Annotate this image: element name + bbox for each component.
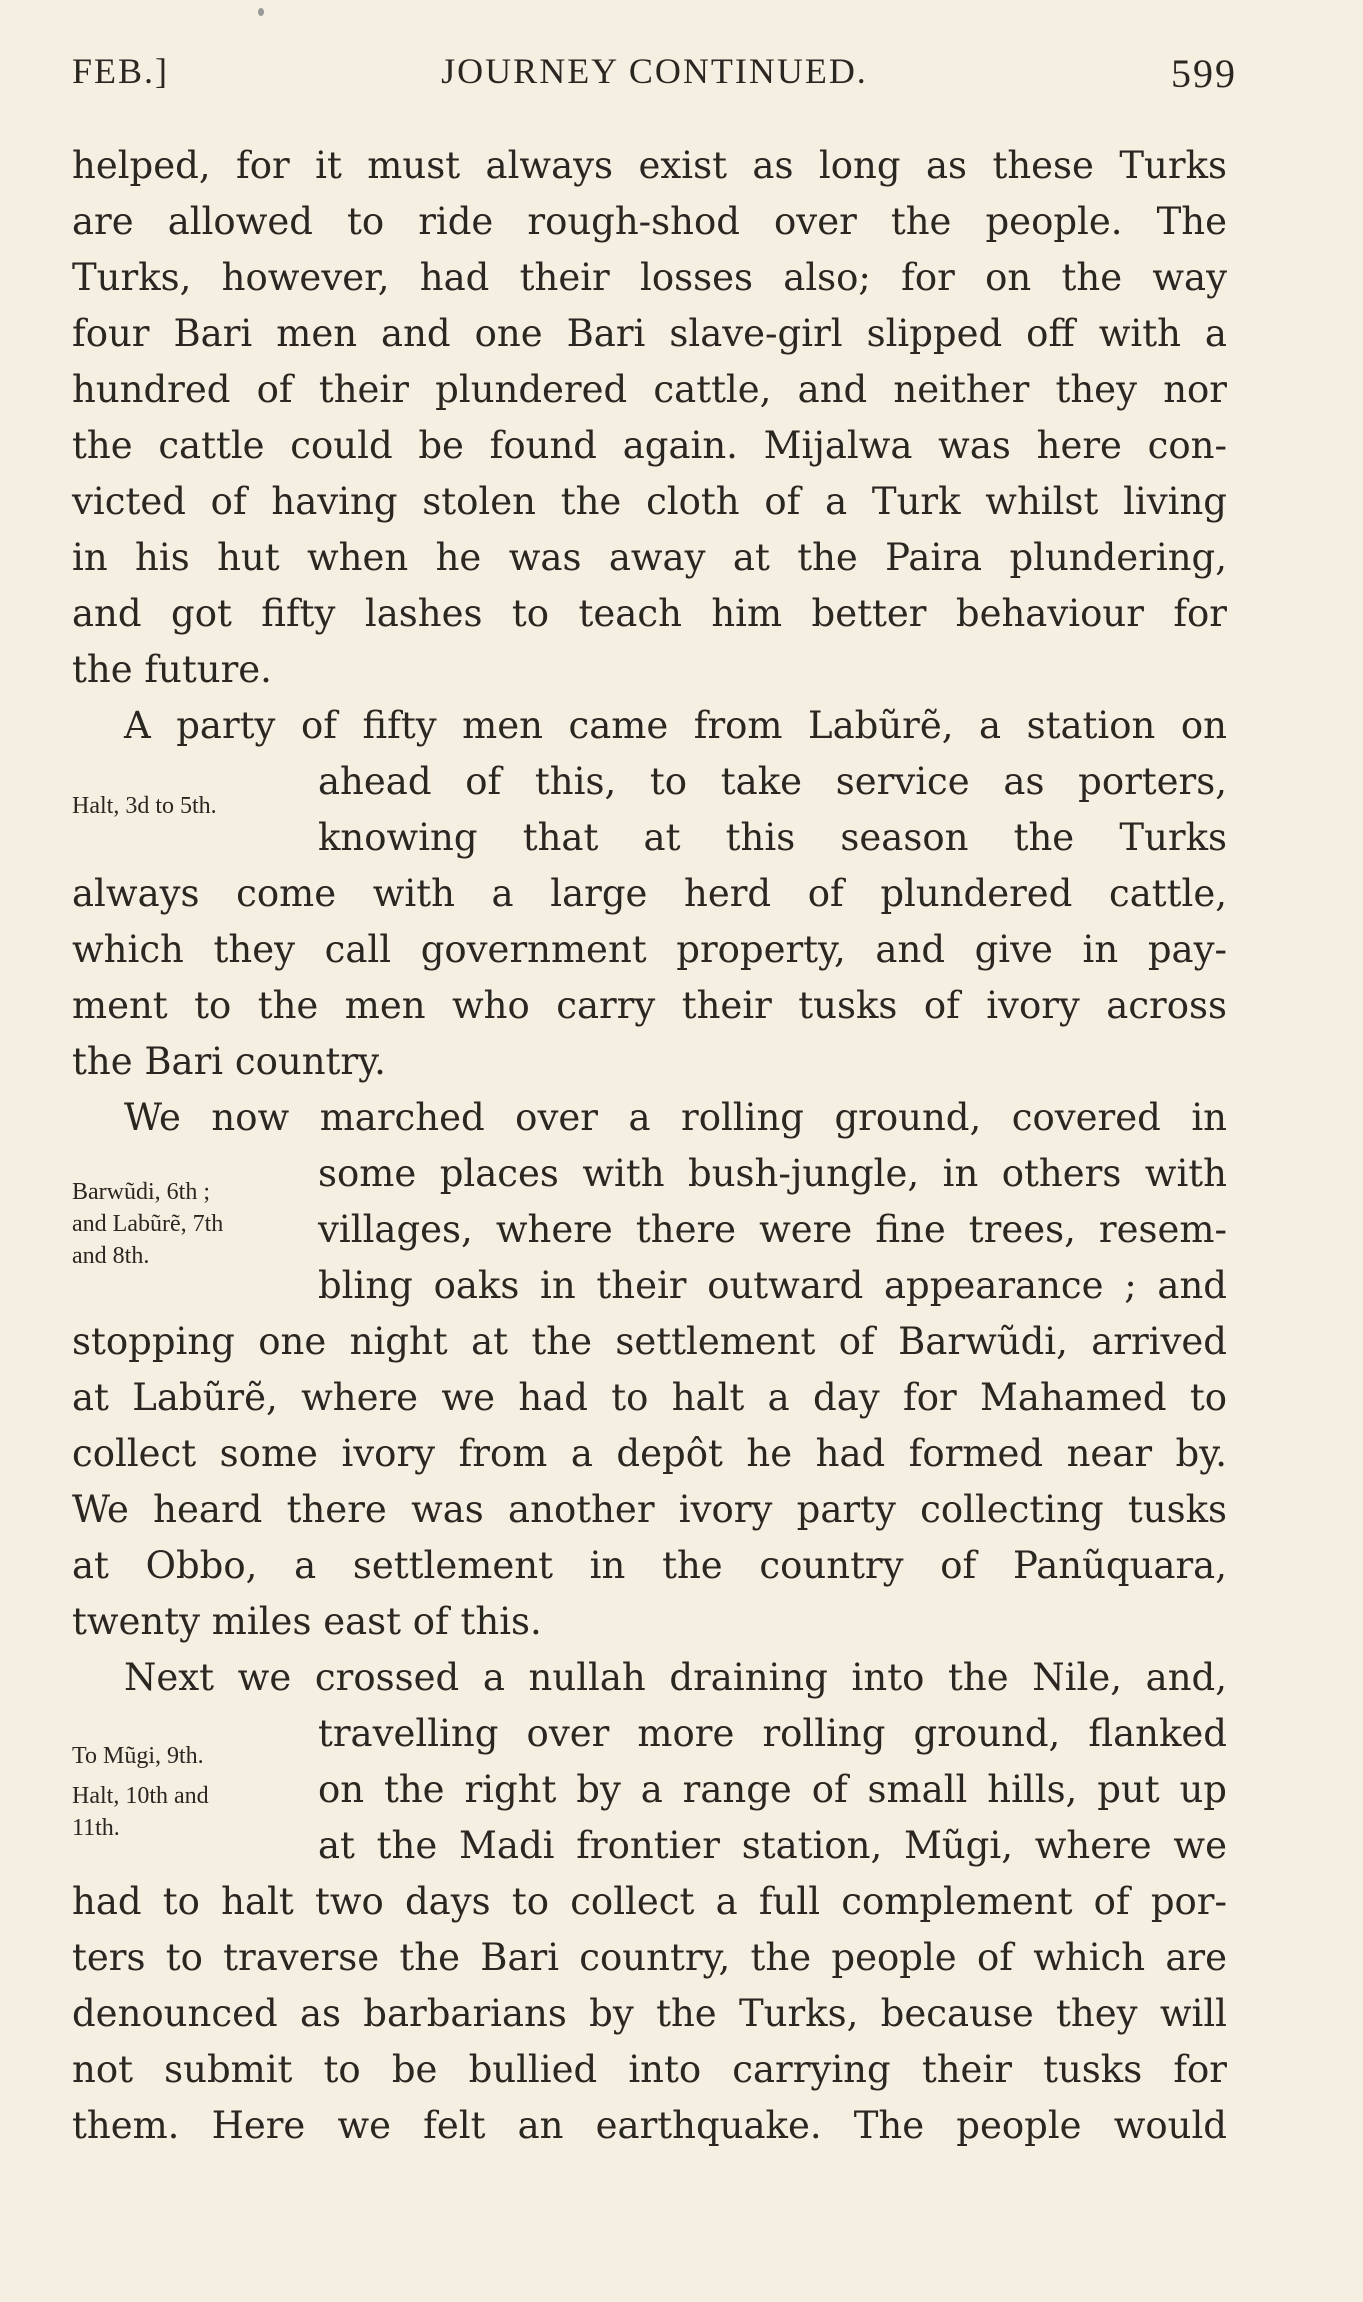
text-line: bling oaks in their outward appearance ; and [318,1264,1227,1307]
margin-note: Halt, 3d to 5th. [72,793,217,819]
text-line: in his hut when he was away at the Paira plundering, [72,536,1227,579]
page-number: 599 [1171,51,1237,96]
header-month: FEB.] [72,51,170,91]
margin-note: 11th. [72,1815,120,1841]
text-line: four Bari men and one Bari slave-girl slipped off with a [72,312,1227,355]
text-line: collect some ivory from a depôt he had formed near by. [72,1432,1227,1475]
text-line: stopping one night at the settlement of Barwũdi, arrived [72,1320,1227,1363]
text-line: and got fifty lashes to teach him better behaviour for [72,592,1227,635]
text-line: knowing that at this season the Turks [318,816,1227,859]
text-line: A party of fifty men came from Labũrẽ, a station on [124,704,1227,747]
text-line: Turks, however, had their losses also; for on the way [72,256,1227,299]
text-line: had to halt two days to collect a full complement of por- [72,1880,1227,1923]
text-line: denounced as barbarians by the Turks, because they will [72,1992,1227,2035]
text-line: them. Here we felt an earthquake. The people would [72,2104,1227,2147]
text-line: twenty miles east of this. [72,1600,542,1643]
text-line: the Bari country. [72,1040,386,1083]
text-line: at Obbo, a settlement in the country of Panũquara, [72,1544,1227,1587]
text-line: We now marched over a rolling ground, covered in [124,1096,1227,1139]
text-line: victed of having stolen the cloth of a Turk whilst living [72,480,1227,523]
margin-note: Barwũdi, 6th ; [72,1179,210,1205]
text-line: not submit to be bullied into carrying their tusks for [72,2048,1227,2091]
text-line: at the Madi frontier station, Mũgi, where we [318,1824,1227,1867]
running-header [72,50,1237,100]
margin-note: and Labũrẽ, 7th [72,1211,224,1237]
text-line: ahead of this, to take service as porters, [318,760,1227,803]
text-line: on the right by a range of small hills, put up [318,1768,1227,1811]
text-line: always come with a large herd of plundered cattle, [72,872,1227,915]
text-line: Next we crossed a nullah draining into the Nile, and, [124,1656,1227,1699]
text-line: the cattle could be found again. Mijalwa was here con- [72,424,1227,467]
text-line: helped, for it must always exist as long as these Turks [72,144,1227,187]
text-line: are allowed to ride rough-shod over the people. The [72,200,1227,243]
text-line: travelling over more rolling ground, flanked [318,1712,1227,1755]
margin-note: Halt, 10th and [72,1783,209,1809]
print-speck [258,8,264,16]
text-line: the future. [72,648,272,691]
text-line: ters to traverse the Bari country, the people of which are [72,1936,1227,1979]
margin-note: and 8th. [72,1243,150,1269]
text-line: ment to the men who carry their tusks of ivory across [72,984,1227,1027]
header-title: JOURNEY CONTINUED. [441,51,868,91]
text-line: We heard there was another ivory party collecting tusks [72,1488,1227,1531]
text-line: some places with bush-jungle, in others with [318,1152,1227,1195]
text-line: villages, where there were fine trees, resem- [318,1208,1227,1251]
text-line: at Labũrẽ, where we had to halt a day for Mahamed to [72,1376,1227,1419]
margin-note: To Mũgi, 9th. [72,1743,204,1769]
text-line: which they call government property, and give in pay- [72,928,1227,971]
text-line: hundred of their plundered cattle, and neither they nor [72,368,1227,411]
